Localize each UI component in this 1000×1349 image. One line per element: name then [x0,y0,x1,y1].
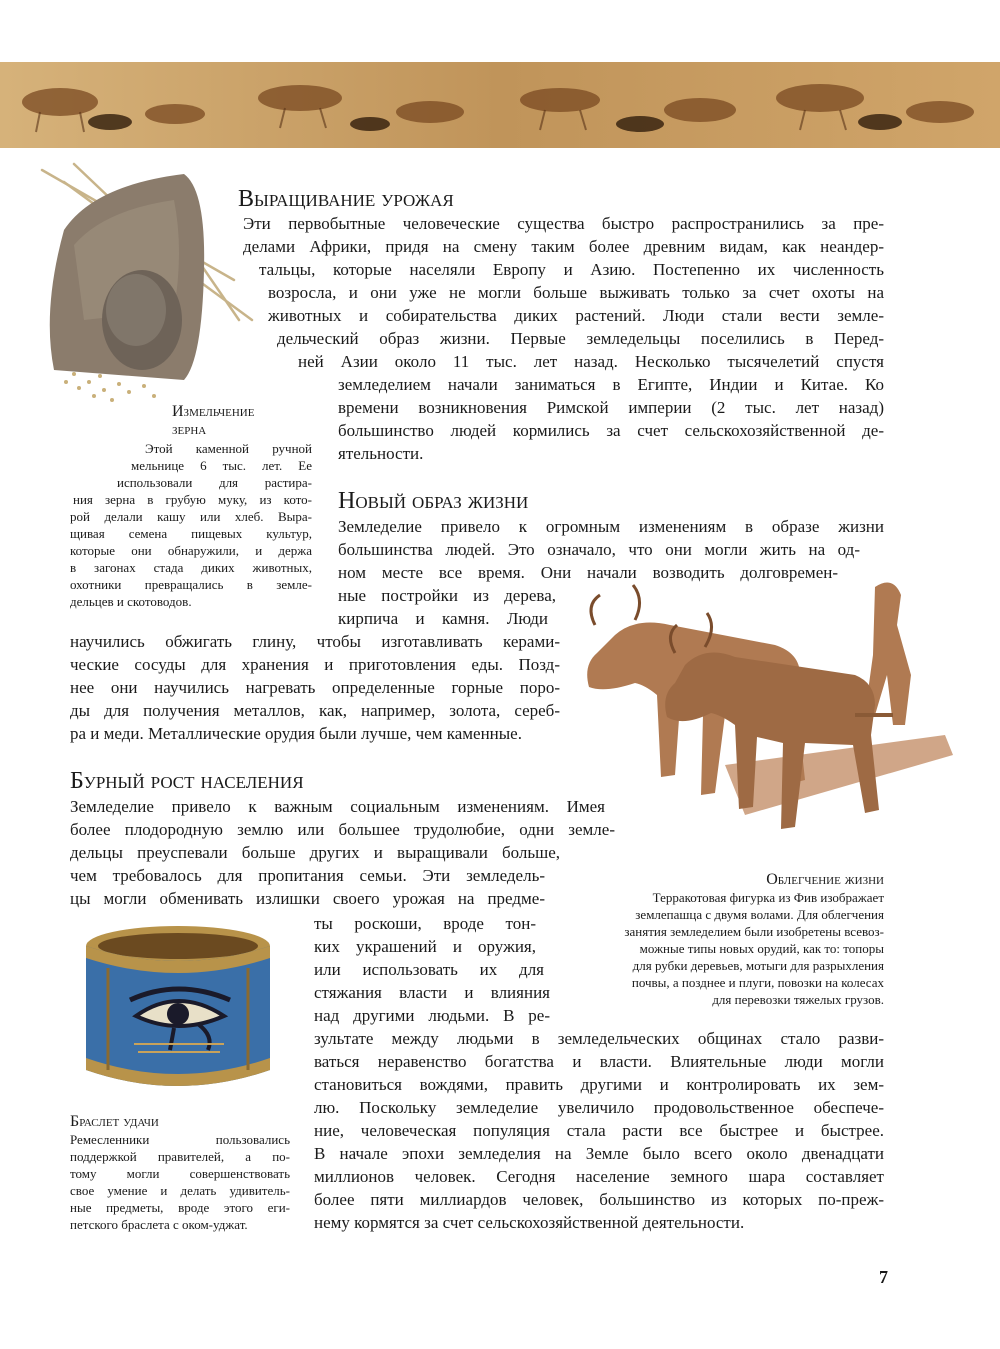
paragraph-line: большинства людей. Это означало, что они могли жить на од- [338,540,860,559]
caption-line: ные предметы, вроде этого еги- [70,1200,290,1215]
paragraph-line: ваться неравенство богатства и власти. Влиятельные люди могли [314,1052,884,1071]
caption-line: дельцев и скотоводов. [70,594,192,609]
paragraph-line: лю. Поскольку земледелие увеличило продовольственное обеспече- [314,1098,884,1117]
caption-line: землепашца с двумя волами. Для облегчения [635,907,884,922]
paragraph-line: ные постройки из дерева, [338,586,556,605]
paragraph-line: Земледелие привело к огромным изменениям в образе жизни [338,517,884,536]
paragraph-line: более пяти миллиардов человек, большинство из которых по-преж- [314,1190,884,1209]
paragraph-line: научились обжигать глину, чтобы изготавливать керами- [70,632,560,651]
caption-line: щивая семена пищевых культур, [70,526,312,541]
paragraph-line: цы могли обменивать излишки своего урожая на предме- [70,889,545,908]
caption-line: Ремесленники пользовались [70,1132,290,1147]
paragraph-line: более плодородную землю или большее трудолюбие, одни земле- [70,820,615,839]
paragraph-line: дельческий образ жизни. Первые земледельцы поселились в Перед- [277,329,884,348]
caption-title-easier-life: Облегчение жизни [766,871,884,888]
page-number: 7 [879,1267,888,1287]
paragraph-line: ятельности. [338,444,424,463]
caption-title-bracelet: Браслет удачи [70,1113,159,1130]
paragraph-line: ды для получения металлов, как, например, золота, сереб- [70,701,560,720]
paragraph-line: или использовать их для [314,960,544,979]
caption-line: использовали для растира- [117,475,312,490]
paragraph-line: ном месте все время. Они начали возводить долговремен- [338,563,838,582]
paragraph-line: ческие сосуды для хранения и приготовления еды. Позд- [70,655,560,674]
paragraph-line: над другими людьми. В ре- [314,1006,550,1025]
caption-line: мельнице 6 тыс. лет. Ее [131,458,312,473]
bracelet-illustration [78,920,278,1100]
paragraph-line: стяжания власти и влияния [314,983,550,1002]
paragraph-line: ней Азии около 11 тыс. лет назад. Несколько тысячелетий спустя [298,352,884,371]
paragraph-line: большинство людей кормились за счет сельскохозяйственной де- [338,421,884,440]
caption-line: которые они обнаружили, и держа [70,543,312,558]
paragraph-line: возросла, и они уже не могли больше выживать только за счет охоты на [268,283,884,302]
caption-line: охотники превращались в земле- [70,577,312,592]
grindstone-illustration [34,160,264,405]
paragraph-line: ние, человеческая популяция стала расти все быстрее и быстрее. [314,1121,884,1140]
paragraph-line: ра и меди. Металлические орудия были лучше, чем каменные. [70,724,522,743]
caption-line: почвы, а позднее и плуги, повозки на колесах [631,975,884,990]
paragraph-line: животных и собирательства диких растений. Люди стали вести земле- [268,306,884,325]
paragraph-line: В начале эпохи земледелия на Земле было всего около двенадцати [314,1144,884,1163]
caption-line: Этой каменной ручной [145,441,312,456]
caption-line: можные типы новых орудий, как то: топоры [639,941,884,956]
paragraph-line: времени возникновения Римской империи (2 тыс. лет назад) [338,398,884,417]
caption-line: для перевозки тяжелых грузов. [712,992,884,1007]
caption-line: в загонах стада диких животных, [70,560,312,575]
caption-line: для рубки деревьев, мотыги для разрыхления [632,958,884,973]
paragraph-line: ты роскоши, вроде тон- [314,914,536,933]
cave-painting-banner [0,62,1000,148]
paragraph-line: Земледелие привело к важным социальным изменениям. Имея [70,797,605,816]
caption-line: Терракотовая фигурка из Фив изображает [652,890,884,905]
paragraph-line: нее они научились нагревать определенные горные поро- [70,678,560,697]
caption-title-grinding-2: зерна [172,421,207,438]
terracotta-plough-illustration [575,565,953,855]
caption-line: ния зерна в грубую муку, из кото- [73,492,312,507]
paragraph-line: чем требовалось для пропитания семьи. Эти земледель- [70,866,545,885]
caption-line: тому могли совершенствовать [70,1166,290,1181]
paragraph-line: земледелием начали заниматься в Египте, Индии и Китае. Ко [338,375,884,394]
section-heading-lifestyle: Новый образ жизни [338,488,529,514]
caption-line: рой делали кашу или хлеб. Выра- [70,509,312,524]
paragraph-line: зультате между людьми в земледельческих общинах стало разви- [314,1029,884,1048]
section-heading-crops: Выращивание урожая [238,186,454,212]
paragraph-line: делами Африки, придя на смену таким более древним видам, как неандер- [243,237,884,256]
paragraph-line: дельцы преуспевали больше других и выращивали больше, [70,843,560,862]
caption-title-grinding: Измельчение [172,403,255,420]
caption-line: свое умение и делать удивитель- [70,1183,290,1198]
paragraph-line: кирпича и камня. Люди [338,609,548,628]
caption-line: поддержкой правителей, а по- [70,1149,290,1164]
paragraph-line: становиться вождями, править другими и контролировать их зем- [314,1075,884,1094]
paragraph-line: Эти первобытные человеческие существа быстро распространились за пре- [243,214,884,233]
paragraph-line: нему кормятся за счет сельскохозяйственной деятельности. [314,1213,745,1232]
caption-line: занятия земледелием были изобретены всевоз- [624,924,884,939]
paragraph-line: ких украшений и оружия, [314,937,536,956]
section-heading-population: Бурный рост населения [70,768,304,794]
paragraph-line: тальцы, которые населяли Европу и Азию. Постепенно их численность [259,260,884,279]
paragraph-line: миллионов человек. Сегодня население земного шара составляет [314,1167,884,1186]
caption-line: петского браслета с оком-уджат. [70,1217,248,1232]
